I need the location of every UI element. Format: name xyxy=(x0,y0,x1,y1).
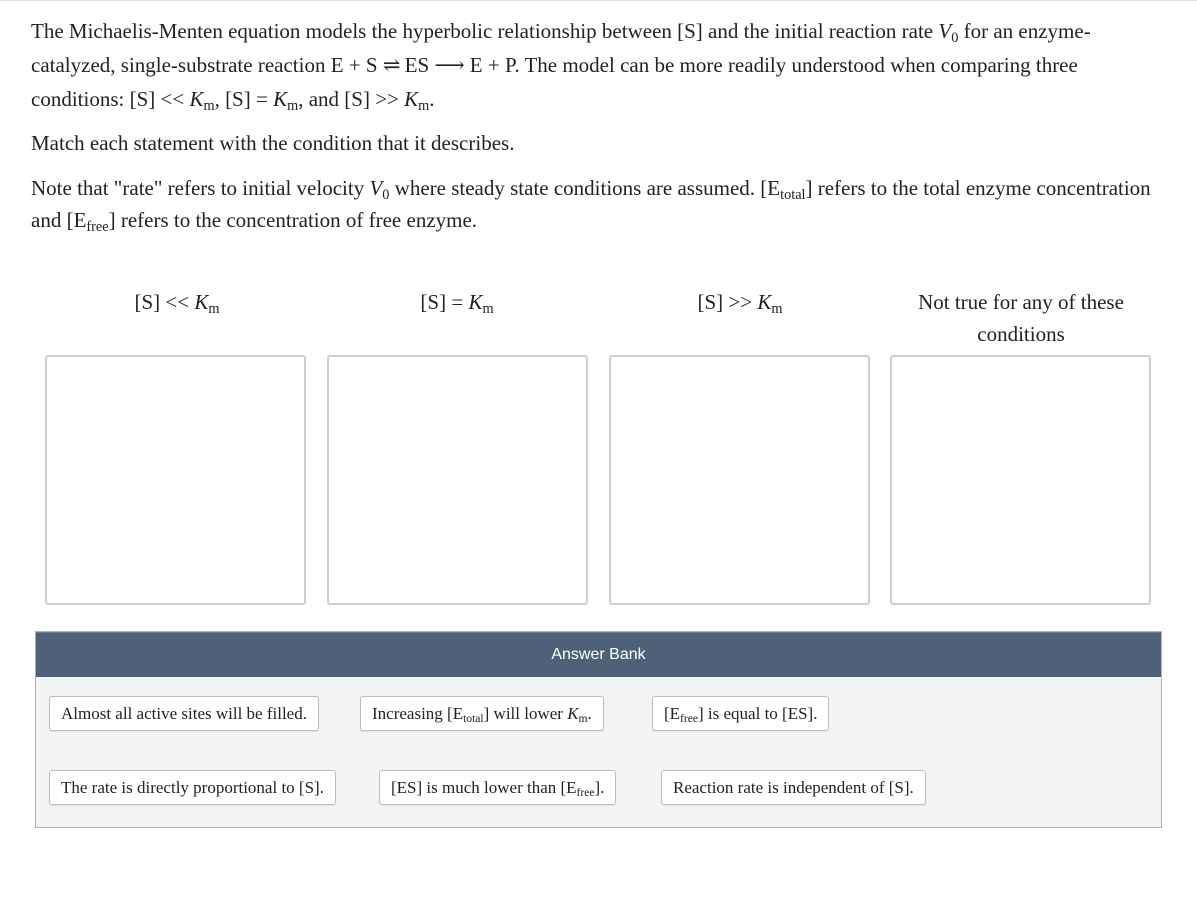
forward-arrow-icon: ⟶ xyxy=(434,53,465,77)
answer-chip-rate-proportional-to-s[interactable]: The rate is directly proportional to [S]. xyxy=(49,770,336,805)
note-paragraph: Note that "rate" refers to initial velocity $V_0$ where steady state conditions are assumed. $[E_{total}]$ refers to the total enzyme concentration and $[E_{free}]$ refers to the concentration of free enzyme. xyxy=(31,176,1151,236)
answer-chip-increasing-etotal-lowers-km[interactable]: Increasing $[E_{total}]$ will lower $K_m$. xyxy=(360,696,604,731)
equilibrium-arrow-icon: ⇌ xyxy=(382,53,400,77)
column-header-s-greater-than-km: $[S] >> K_m$ xyxy=(697,290,783,318)
column-header-not-true: Not true for any of these conditions xyxy=(918,290,1124,346)
dropzone-s-less-than-km[interactable] xyxy=(45,355,306,605)
column-header-s-less-than-km: $[S] << K_m$ xyxy=(134,290,220,318)
answer-chip-active-sites-filled[interactable]: Almost all active sites will be filled. xyxy=(49,696,319,731)
question-text xyxy=(31,14,1151,236)
intro-paragraph: The Michaelis-Menten equation models the hyperbolic relationship between [S] and the initial reaction rate $V_0$ for an enzyme-catalyzed, single-substrate reaction E + S ⇌ ES ⟶ E + P. The model can be more readily understood when comparing three conditions: $[S] << K_m$, $[S] = K_m$, and $[S] >> K_m$. xyxy=(31,19,1091,115)
answer-chip-efree-equals-es[interactable]: $[E_{free}]$ is equal to [ES]. xyxy=(652,696,829,731)
column-header-s-equals-km: $[S] = K_m$ xyxy=(420,290,494,318)
answer-bank[interactable] xyxy=(35,631,1162,828)
answer-chip-es-lower-than-efree[interactable]: [ES] is much lower than $[E_{free}]$. xyxy=(379,770,616,805)
instruction-paragraph: Match each statement with the condition that it describes. xyxy=(31,131,515,155)
answer-bank-title: Answer Bank xyxy=(36,632,1161,677)
dropzone-not-true[interactable] xyxy=(890,355,1151,605)
answer-chip-rate-independent-of-s[interactable]: Reaction rate is independent of [S]. xyxy=(661,770,926,805)
dropzone-s-equals-km[interactable] xyxy=(327,355,588,605)
dropzone-s-greater-than-km[interactable] xyxy=(609,355,870,605)
top-divider xyxy=(0,0,1197,1)
